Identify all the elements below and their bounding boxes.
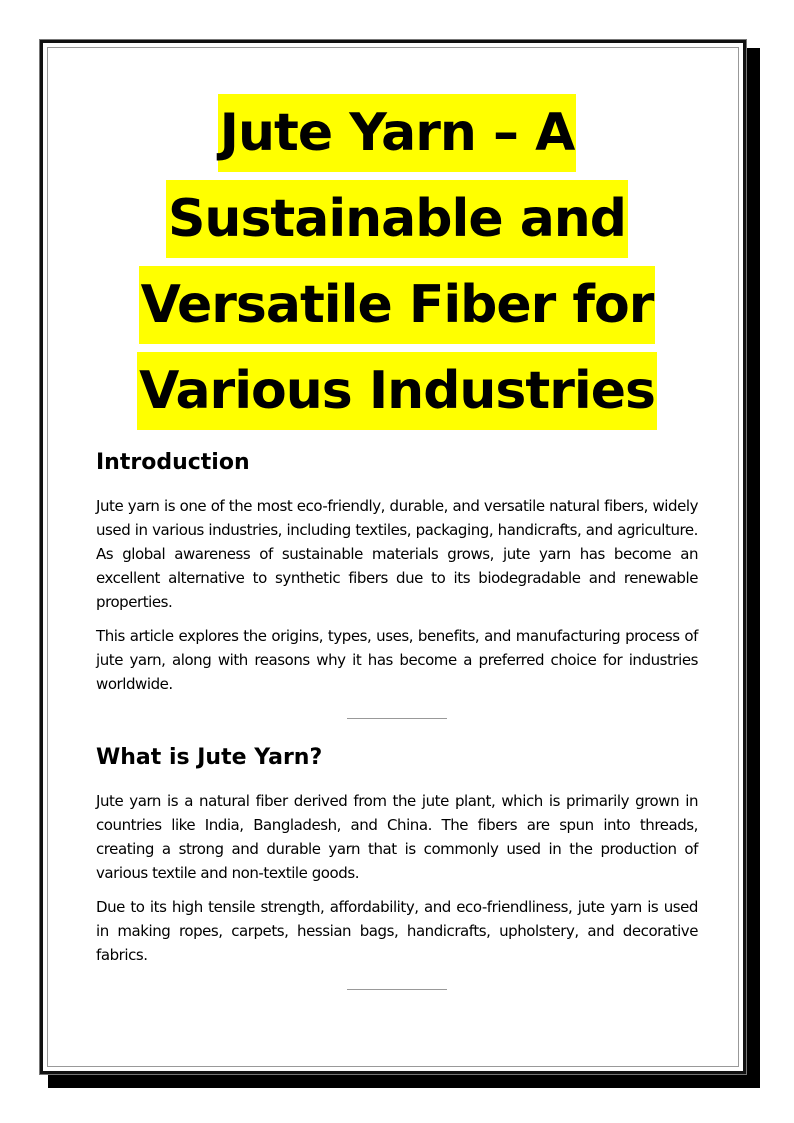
title-line-1: Jute Yarn – A (218, 94, 577, 172)
section-divider (347, 718, 447, 719)
title-line-3: Versatile Fiber for (139, 266, 656, 344)
title-line-2: Sustainable and (166, 180, 628, 258)
paragraph: Due to its high tensile strength, affordability, and eco-friendliness, jute yarn is used in making ropes, carpets, hessian bags, handicrafts, upholstery, and decorative fabrics. (96, 898, 698, 964)
section-what-is-jute-yarn (96, 743, 698, 967)
section-divider (347, 989, 447, 990)
document-content (96, 92, 698, 1014)
title-line-4: Various Industries (137, 352, 657, 430)
paragraph: Jute yarn is a natural fiber derived from the jute plant, which is primarily grown in countries like India, Bangladesh, and China. The fibers are spun into threads, creating a strong and durable yarn that is commonly used in the production of various textile and non-textile goods. (96, 792, 698, 882)
paragraph: This article explores the origins, types, uses, benefits, and manufacturing process of jute yarn, along with reasons why it has become a preferred choice for industries worldwide. (96, 627, 698, 693)
section-heading: Introduction (96, 450, 250, 475)
document-title (96, 92, 698, 436)
section-heading: What is Jute Yarn? (96, 745, 323, 770)
paragraph: Jute yarn is one of the most eco-friendly, durable, and versatile natural fibers, widely used in various industries, including textiles, packaging, handicrafts, and agriculture. As global awareness of sustainable materials grows, jute yarn has become an excellent alternative to synthetic fibers due to its biodegradable and renewable properties. (96, 497, 698, 611)
section-introduction (96, 448, 698, 696)
